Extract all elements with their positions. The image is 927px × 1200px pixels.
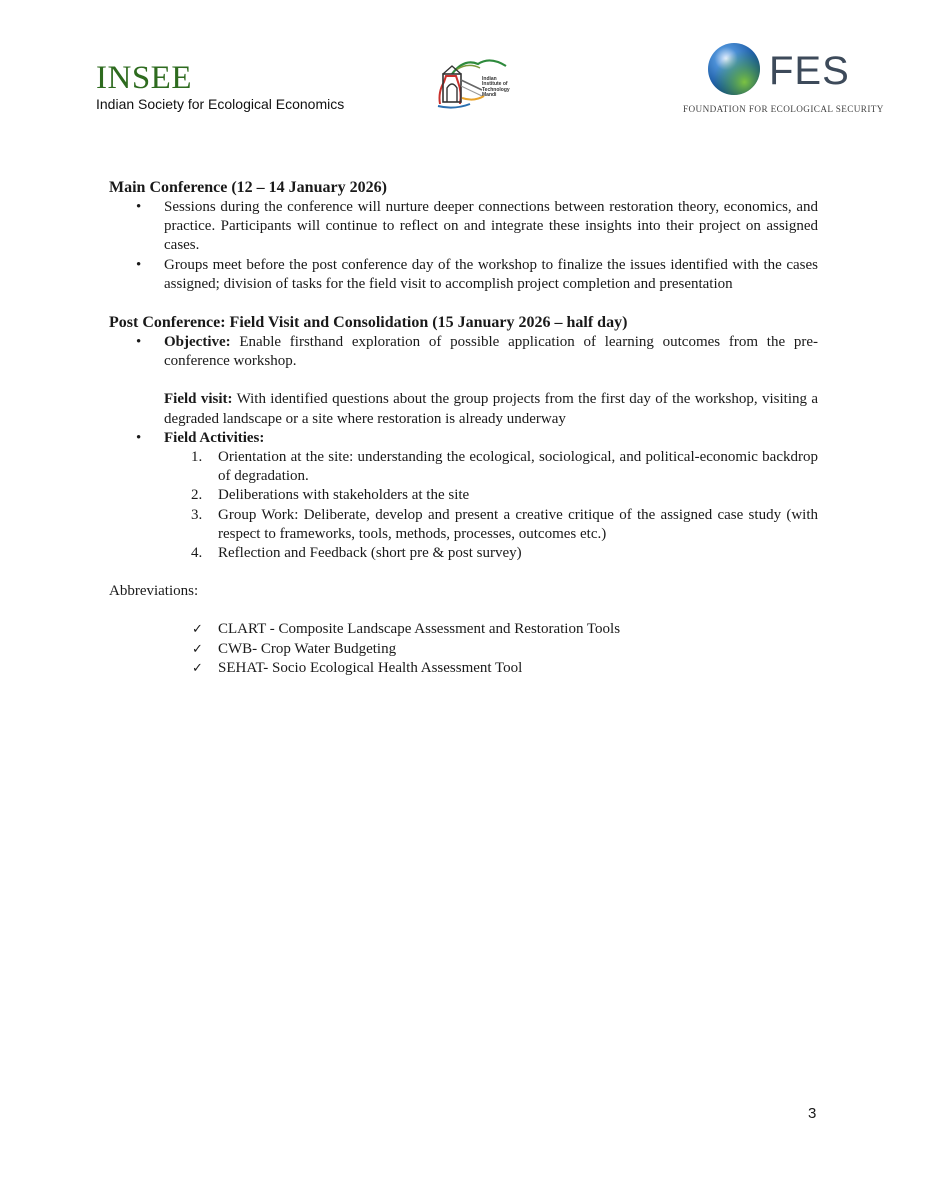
list-item: 2. Deliberations with stakeholders at the site (191, 487, 470, 504)
insee-logo-subtitle: Indian Society for Ecological Economics (96, 96, 345, 112)
field-activities-list (109, 429, 818, 448)
page-number: 3 (808, 1105, 817, 1122)
objective-text: Enable firsthand exploration of possible application of learning outcomes from the pre-conference workshop. (164, 334, 818, 370)
fes-logo (683, 42, 884, 122)
main-conference-list (109, 198, 818, 294)
main-conference-heading: Main Conference (12 – 14 January 2026) (109, 179, 387, 196)
objective-list (109, 333, 818, 371)
list-item: ✓ CLART - Composite Landscape Assessment and Restoration Tools (109, 620, 818, 639)
fes-logo-subtitle: FOUNDATION FOR ECOLOGICAL SECURITY (683, 104, 884, 114)
objective-label: Objective: (164, 334, 231, 351)
fes-logo-title: FES (769, 49, 850, 93)
iit-mandi-logo-text: Indian Institute of Technology Mandi (482, 76, 510, 99)
field-activities-item (109, 429, 818, 448)
field-visit-text: With identified questions about the group projects from the first day of the workshop, visiting a degraded landscape or a site where restoration is already underway (164, 391, 818, 427)
list-item: ✓ SEHAT- Socio Ecological Health Assessment Tool (109, 659, 818, 678)
checkmark-icon: ✓ (192, 660, 203, 676)
fes-globe-icon (707, 42, 761, 96)
field-visit-label: Field visit: (164, 391, 233, 408)
insee-logo-title: INSEE (96, 60, 192, 96)
list-item: 1. Orientation at the site: understanding the ecological, sociological, and political-economic backdrop of degradation. (191, 449, 818, 485)
abbreviations-list (109, 620, 818, 678)
document-body (109, 176, 818, 678)
post-conference-heading: Post Conference: Field Visit and Consolidation (15 January 2026 – half day) (109, 314, 628, 332)
field-visit-paragraph (109, 390, 818, 428)
checkmark-icon: ✓ (192, 622, 203, 638)
checkmark-icon: ✓ (192, 641, 203, 657)
list-item: 4. Reflection and Feedback (short pre & post survey) (191, 545, 522, 562)
objective-item (109, 333, 818, 371)
field-activities-label: Field Activities: (164, 429, 265, 446)
list-item: 3. Group Work: Deliberate, develop and present a creative critique of the assigned case study (with respect to frameworks, tools, methods, processes, outcomes etc.) (191, 506, 818, 542)
list-item: ✓ CWB- Crop Water Budgeting (109, 640, 818, 659)
activities-numbered-list (109, 448, 818, 563)
abbreviations-label: Abbreviations: (109, 583, 199, 600)
list-item: • Sessions during the conference will nurture deeper connections between restoration theory, economics, and practice. Participants will continue to reflect on and integrate these insights into their project on assigned cases. (109, 198, 818, 256)
insee-logo (96, 60, 344, 113)
list-item: • Groups meet before the post conference day of the workshop to finalize the issues identified with the cases assigned; division of tasks for the field visit to accomplish project completion and presentation (109, 256, 818, 294)
